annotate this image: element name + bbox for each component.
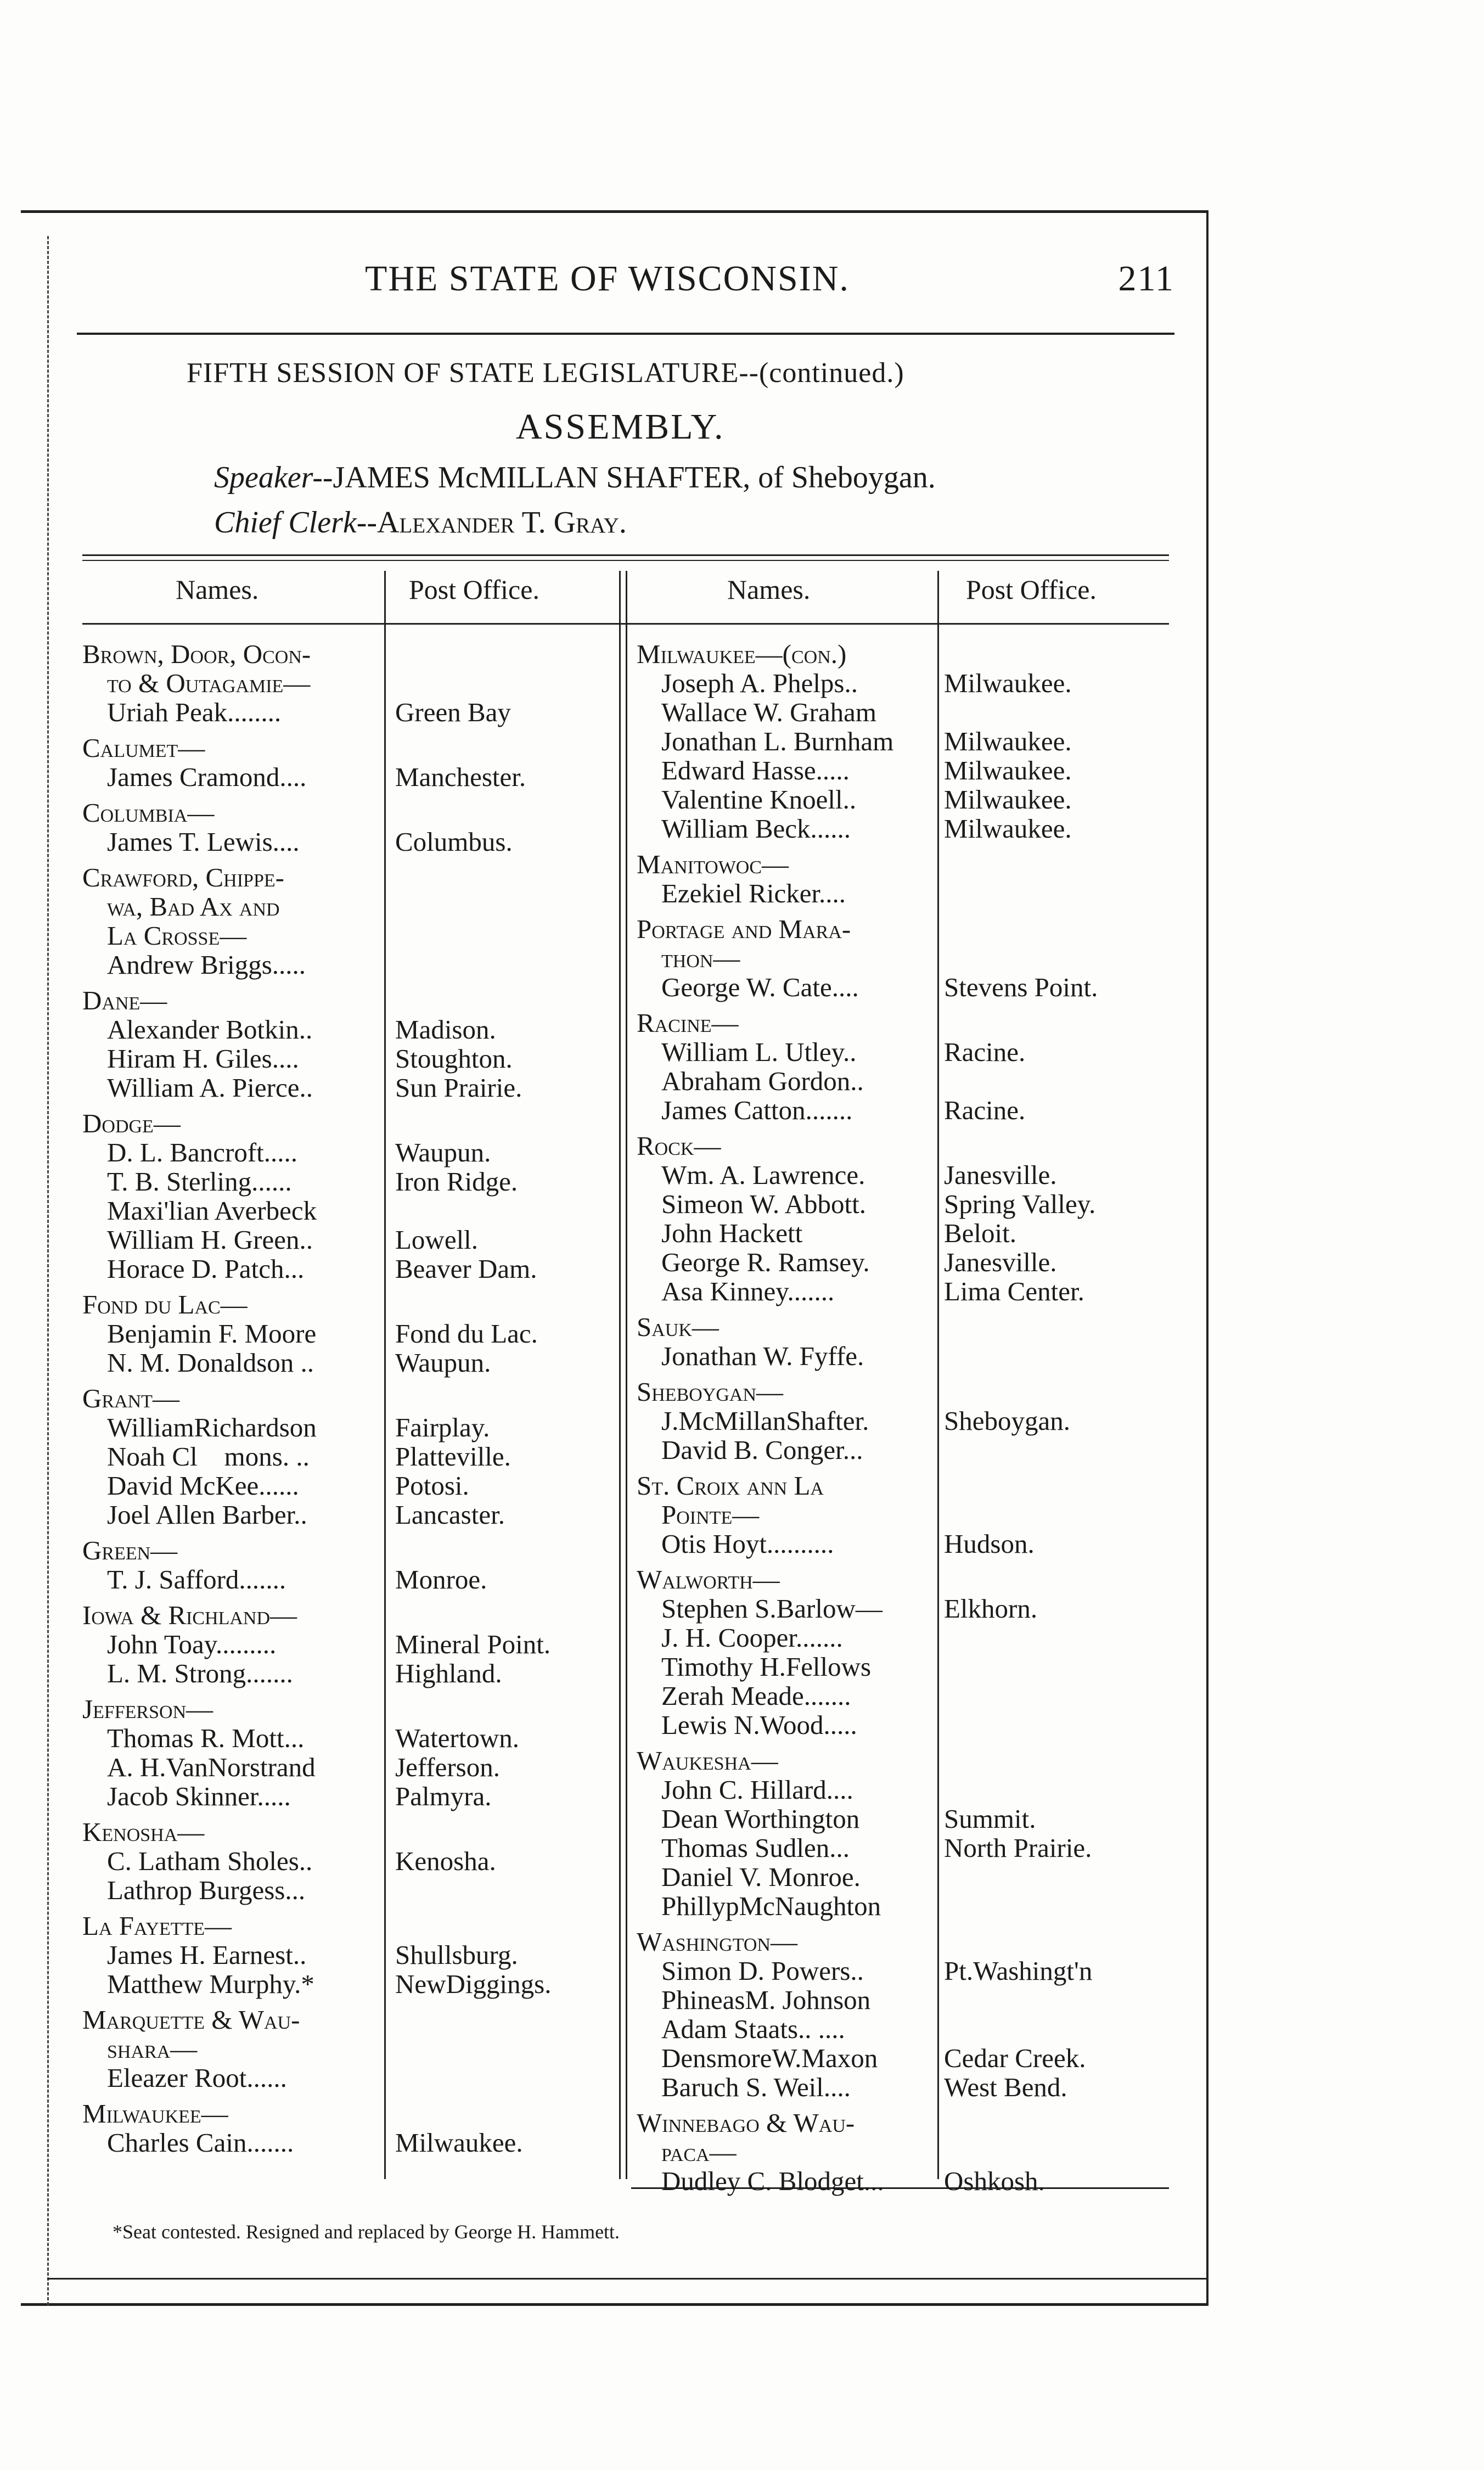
- county-heading: Walworth—: [637, 1564, 780, 1595]
- member-name: J. H. Cooper.......: [661, 1623, 843, 1653]
- member-name: Daniel V. Monroe.: [661, 1862, 861, 1892]
- member-name: Benjamin F. Moore: [107, 1318, 317, 1349]
- member-name: William L. Utley..: [661, 1037, 857, 1067]
- member-name: Zerah Meade.......: [661, 1681, 851, 1711]
- member-name: Uriah Peak........: [107, 697, 282, 727]
- county-heading: Manitowoc—: [637, 849, 789, 879]
- member-name: J.McMillanShafter.: [661, 1406, 869, 1436]
- header-post-right: Post Office.: [966, 574, 1097, 605]
- member-name: David McKee......: [107, 1470, 299, 1501]
- county-heading: Pointe—: [661, 1500, 760, 1530]
- speaker-line: [214, 460, 936, 495]
- post-office: North Prairie.: [944, 1833, 1092, 1863]
- member-name: Abraham Gordon..: [661, 1066, 864, 1096]
- post-office: Iron Ridge.: [395, 1166, 518, 1197]
- member-name: Thomas Sudlen...: [661, 1833, 850, 1863]
- member-name: Lathrop Burgess...: [107, 1875, 306, 1905]
- frame-right-border: [1206, 210, 1208, 2304]
- chief-clerk-line: [214, 505, 627, 540]
- member-name: Wallace W. Graham: [661, 697, 876, 727]
- post-office: Sun Prairie.: [395, 1073, 522, 1103]
- member-name: James H. Earnest..: [107, 1940, 307, 1970]
- member-name: Joel Allen Barber..: [107, 1500, 307, 1530]
- post-office: Racine.: [944, 1095, 1026, 1125]
- county-heading: Dane—: [82, 985, 167, 1015]
- post-office: Fond du Lac.: [395, 1318, 538, 1349]
- post-office: Spring Valley.: [944, 1189, 1096, 1219]
- member-name: David B. Conger...: [661, 1435, 863, 1465]
- member-name: Maxi'lian Averbeck: [107, 1195, 317, 1226]
- member-name: Jonathan W. Fyffe.: [661, 1341, 864, 1371]
- county-heading: Grant—: [82, 1383, 179, 1413]
- post-office: Milwaukee.: [944, 813, 1072, 844]
- post-office: Hudson.: [944, 1529, 1035, 1559]
- county-heading: Racine—: [637, 1008, 739, 1038]
- member-name: Timothy H.Fellows: [661, 1652, 872, 1682]
- member-name: PhineasM. Johnson: [661, 1985, 871, 2015]
- post-office: Potosi.: [395, 1470, 469, 1501]
- post-office: Palmyra.: [395, 1781, 492, 1811]
- member-name: Joseph A. Phelps..: [661, 668, 858, 698]
- member-name: T. J. Safford.......: [107, 1564, 286, 1595]
- session-title: FIFTH SESSION OF STATE LEGISLATURE--(continued.): [187, 357, 904, 389]
- county-heading: wa, Bad Ax and: [107, 891, 280, 922]
- post-office: Jefferson.: [395, 1752, 500, 1782]
- county-heading: Fond du Lac—: [82, 1289, 248, 1320]
- member-name: Simeon W. Abbott.: [661, 1189, 867, 1219]
- member-name: William H. Green..: [107, 1225, 313, 1255]
- county-heading: Waukesha—: [637, 1745, 778, 1776]
- county-heading: Marquette & Wau-: [82, 2005, 300, 2035]
- post-office: Manchester.: [395, 762, 526, 792]
- member-name: Alexander Botkin..: [107, 1014, 313, 1045]
- member-name: Otis Hoyt..........: [661, 1529, 834, 1559]
- member-name: Wm. A. Lawrence.: [661, 1160, 865, 1190]
- table-top-rule: [82, 554, 1169, 556]
- post-office: Elkhorn.: [944, 1593, 1038, 1624]
- post-office: Fairplay.: [395, 1412, 490, 1442]
- center-divider-b: [626, 571, 627, 2179]
- post-office: Waupun.: [395, 1137, 491, 1167]
- member-name: Noah Cl mons. ..: [107, 1441, 310, 1472]
- county-heading: Jefferson—: [82, 1694, 213, 1724]
- post-office: Milwaukee.: [944, 726, 1072, 756]
- running-head-title: THE STATE OF WISCONSIN.: [365, 259, 850, 299]
- member-name: Andrew Briggs.....: [107, 950, 306, 980]
- county-heading: Kenosha—: [82, 1817, 205, 1847]
- frame-bottom-rule: [47, 2278, 1206, 2280]
- member-name: Eleazer Root......: [107, 2063, 287, 2093]
- member-name: John Hackett: [661, 1218, 803, 1248]
- post-office: Stoughton.: [395, 1043, 513, 1074]
- post-office: Waupun.: [395, 1348, 491, 1378]
- county-heading: paca—: [661, 2137, 737, 2167]
- county-heading: to & Outagamie—: [107, 668, 311, 698]
- post-office: Janesville.: [944, 1247, 1057, 1277]
- member-name: N. M. Donaldson ..: [107, 1348, 314, 1378]
- member-name: John Toay.........: [107, 1629, 277, 1659]
- county-heading: Portage and Mara-: [637, 914, 851, 944]
- speaker-name: JAMES McMILLAN SHAFTER, of Sheboygan.: [333, 461, 936, 495]
- chamber-title: ASSEMBLY.: [516, 407, 725, 447]
- header-post-left: Post Office.: [409, 574, 539, 605]
- member-name: Edward Hasse.....: [661, 755, 850, 785]
- member-name: William Beck......: [661, 813, 851, 844]
- post-office: Highland.: [395, 1658, 502, 1688]
- post-office: Lancaster.: [395, 1500, 505, 1530]
- county-heading: Milwaukee—(con.): [637, 639, 847, 669]
- member-name: L. M. Strong.......: [107, 1658, 293, 1688]
- member-name: Simon D. Powers..: [661, 1956, 864, 1986]
- member-name: Baruch S. Weil....: [661, 2072, 851, 2102]
- post-office: Monroe.: [395, 1564, 487, 1595]
- post-office: Racine.: [944, 1037, 1026, 1067]
- post-office: Sheboygan.: [944, 1406, 1070, 1436]
- member-name: A. H.VanNorstrand: [107, 1752, 316, 1782]
- running-head: [77, 258, 1174, 302]
- page-number: 211: [1118, 259, 1174, 299]
- county-heading: Dodge—: [82, 1108, 181, 1138]
- post-office: Cedar Creek.: [944, 2043, 1086, 2073]
- member-name: James Cramond....: [107, 762, 307, 792]
- post-office: NewDiggings.: [395, 1969, 552, 1999]
- chief-clerk-label: Chief Clerk--: [214, 506, 378, 540]
- post-office: Pt.Washingt'n: [944, 1956, 1093, 1986]
- table-top-rule-2: [82, 560, 1169, 561]
- post-office: Oshkosh.: [944, 2166, 1045, 2196]
- member-name: WilliamRichardson: [107, 1412, 317, 1442]
- post-office: Columbus.: [395, 827, 513, 857]
- member-name: George R. Ramsey.: [661, 1247, 870, 1277]
- chief-clerk-name: Alexander T. Gray.: [377, 506, 627, 540]
- member-name: Jonathan L. Burnham: [661, 726, 894, 756]
- header-rule: [77, 333, 1174, 335]
- post-office: Milwaukee.: [395, 2127, 523, 2158]
- county-heading: Brown, Door, Ocon-: [82, 639, 311, 669]
- post-office: Mineral Point.: [395, 1629, 551, 1659]
- county-heading: Green—: [82, 1535, 178, 1565]
- post-office: Stevens Point.: [944, 972, 1098, 1002]
- post-office: Lowell.: [395, 1225, 479, 1255]
- member-name: James T. Lewis....: [107, 827, 300, 857]
- member-name: C. Latham Sholes..: [107, 1846, 313, 1876]
- member-name: William A. Pierce..: [107, 1073, 313, 1103]
- county-heading: Calumet—: [82, 733, 205, 763]
- county-heading: Rock—: [637, 1131, 721, 1161]
- member-name: Stephen S.Barlow—: [661, 1593, 882, 1624]
- member-name: Hiram H. Giles....: [107, 1043, 299, 1074]
- post-office: Kenosha.: [395, 1846, 496, 1876]
- member-name: Lewis N.Wood.....: [661, 1710, 857, 1740]
- member-name: James Catton.......: [661, 1095, 853, 1125]
- member-name: Horace D. Patch...: [107, 1254, 305, 1284]
- header-names-left: Names.: [176, 574, 259, 605]
- post-office: Watertown.: [395, 1723, 520, 1753]
- post-office: West Bend.: [944, 2072, 1067, 2102]
- member-name: DensmoreW.Maxon: [661, 2043, 878, 2073]
- member-name: Charles Cain.......: [107, 2127, 294, 2158]
- center-divider-a: [619, 571, 621, 2179]
- post-office: Milwaukee.: [944, 755, 1072, 785]
- county-heading: Columbia—: [82, 798, 215, 828]
- member-name: PhillypMcNaughton: [661, 1891, 881, 1921]
- county-heading: shara—: [107, 2034, 198, 2064]
- member-name: Ezekiel Ricker....: [661, 878, 846, 908]
- county-heading: Sauk—: [637, 1312, 719, 1342]
- county-heading: La Fayette—: [82, 1911, 232, 1941]
- post-office: Madison.: [395, 1014, 496, 1045]
- member-name: John C. Hillard....: [661, 1775, 853, 1805]
- post-office: Green Bay: [395, 697, 511, 727]
- frame-left-border: [47, 236, 49, 2305]
- member-name: Dudley C. Blodget...: [661, 2166, 884, 2196]
- post-office: Milwaukee.: [944, 784, 1072, 815]
- county-heading: Iowa & Richland—: [82, 1600, 297, 1630]
- member-name: Asa Kinney.......: [661, 1276, 835, 1306]
- county-heading: Washington—: [637, 1927, 797, 1957]
- post-office: Beaver Dam.: [395, 1254, 537, 1284]
- county-heading: La Crosse—: [107, 920, 247, 951]
- member-name: Matthew Murphy.*: [107, 1969, 314, 1999]
- post-office: Lima Center.: [944, 1276, 1084, 1306]
- county-heading: Winnebago & Wau-: [637, 2108, 855, 2138]
- header-names-right: Names.: [727, 574, 811, 605]
- right-column-divider: [937, 571, 939, 2179]
- footnote: *Seat contested. Resigned and replaced by George H. Hammett.: [113, 2221, 620, 2243]
- post-office: Summit.: [944, 1804, 1036, 1834]
- county-heading: thon—: [661, 943, 740, 973]
- member-name: T. B. Sterling......: [107, 1166, 292, 1197]
- member-name: D. L. Bancroft.....: [107, 1137, 297, 1167]
- post-office: Milwaukee.: [944, 668, 1072, 698]
- member-name: Jacob Skinner.....: [107, 1781, 291, 1811]
- post-office: Janesville.: [944, 1160, 1057, 1190]
- county-heading: Crawford, Chippe-: [82, 862, 284, 892]
- member-name: Dean Worthington: [661, 1804, 860, 1834]
- speaker-label: Speaker--: [214, 461, 333, 495]
- member-name: Valentine Knoell..: [661, 784, 857, 815]
- left-column-divider: [384, 571, 386, 2179]
- member-name: Thomas R. Mott...: [107, 1723, 305, 1753]
- post-office: Platteville.: [395, 1441, 511, 1472]
- member-name: George W. Cate....: [661, 972, 859, 1002]
- county-heading: Milwaukee—: [82, 2098, 228, 2129]
- post-office: Shullsburg.: [395, 1940, 518, 1970]
- member-name: Adam Staats.. ....: [661, 2014, 845, 2044]
- county-heading: Sheboygan—: [637, 1377, 784, 1407]
- post-office: Beloit.: [944, 1218, 1017, 1248]
- county-heading: St. Croix ann La: [637, 1470, 824, 1501]
